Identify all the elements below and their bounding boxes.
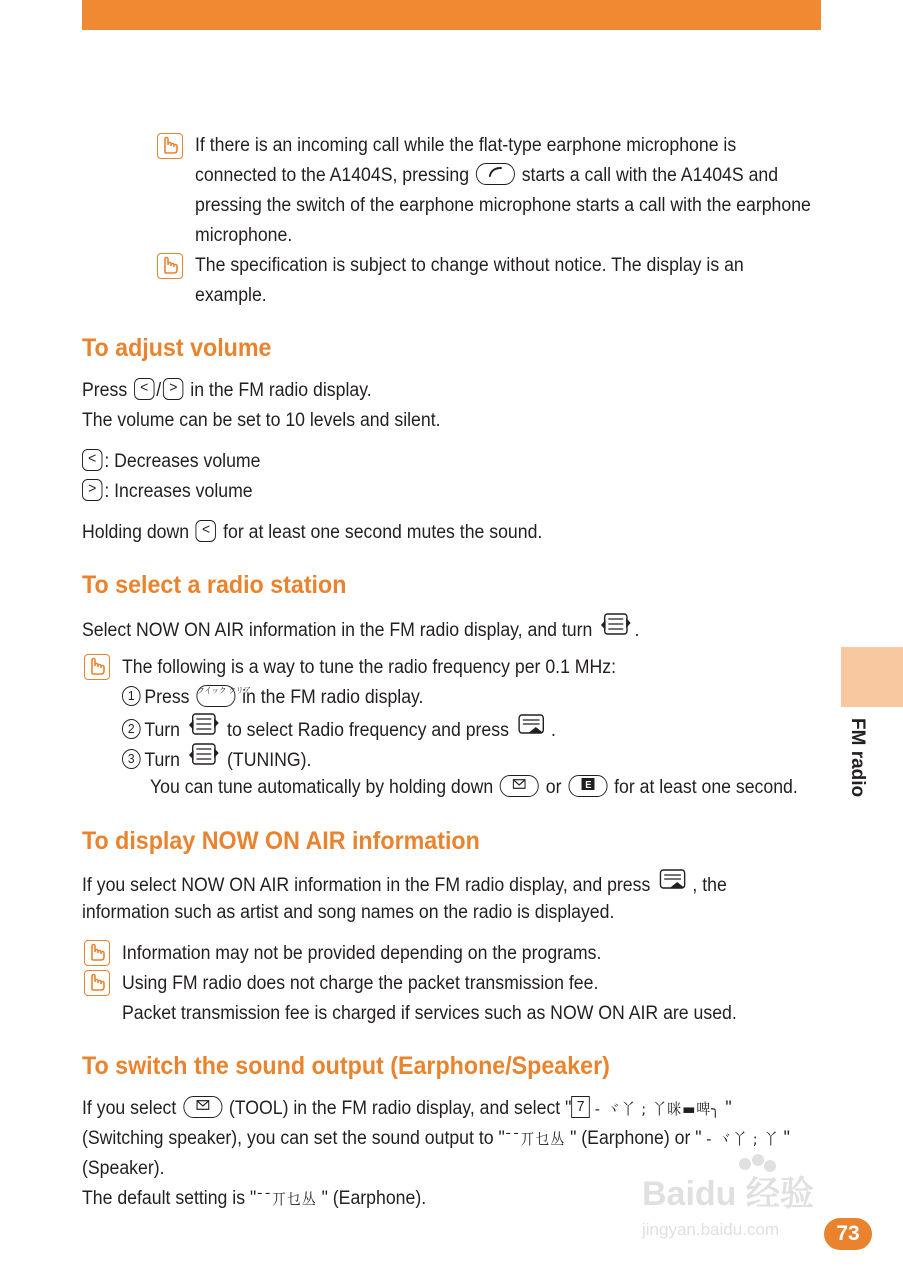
garbled-text: - ヾ丫 ; 丫	[706, 1130, 779, 1148]
text: , the	[692, 875, 727, 897]
text: in the FM radio display.	[190, 380, 372, 401]
jog-press-icon	[516, 711, 549, 747]
note-text: pressing the switch of the earphone microphone starts a call with the earphone	[195, 195, 811, 216]
text: Turn	[144, 720, 181, 742]
section-heading-sound: To switch the sound output (Earphone/Speaker)	[82, 1052, 610, 1080]
text: .	[551, 720, 556, 742]
step-number: 1	[122, 686, 141, 706]
note-text-line	[195, 161, 778, 191]
memo-hand-icon	[84, 940, 110, 966]
text: to select Radio frequency and press	[227, 720, 509, 742]
text: "	[783, 1128, 790, 1149]
mail-key-icon	[500, 775, 539, 797]
section-heading-station: To select a radio station	[82, 571, 347, 599]
note-text: connected to the A1404S, pressing	[195, 165, 470, 186]
jog-dial-icon	[599, 611, 632, 647]
menu-number: 7	[571, 1096, 590, 1118]
page-number: 73	[824, 1218, 872, 1250]
garbled-text: - ヾ丫 ; 丫咪▬啤╮	[594, 1100, 721, 1118]
step-number: 2	[122, 719, 141, 739]
auto-tune-line	[150, 773, 798, 803]
note-text: The specification is subject to change without notice. The display is an	[195, 255, 744, 276]
note-text: If there is an incoming call while the flat-type earphone microphone is	[195, 135, 737, 156]
text: If you select	[82, 1098, 177, 1119]
memo-hand-icon	[84, 970, 110, 996]
text: for at least one second.	[614, 777, 798, 798]
baidu-paw-icon	[640, 1150, 850, 1240]
right-key-icon: >	[163, 378, 183, 400]
text: You can tune automatically by holding down	[150, 777, 494, 798]
text: Select NOW ON AIR information in the FM radio display, and turn	[82, 620, 593, 642]
text: (Switching speaker), you can set the sound output to "	[82, 1128, 505, 1149]
sound-line-3: (Speaker).	[82, 1158, 165, 1179]
note-text: microphone.	[195, 225, 293, 246]
watermark-url: jingyan.baidu.com	[642, 1220, 780, 1239]
key-text: クイック クリア	[197, 685, 251, 695]
baidu-watermark	[640, 1150, 850, 1240]
decrease-line	[82, 447, 260, 477]
text: .	[634, 620, 640, 642]
sound-line-4	[82, 1184, 426, 1214]
volume-levels: The volume can be set to 10 levels and silent.	[82, 410, 441, 431]
text: /	[156, 380, 162, 401]
garbled-text: ¯¯丌乜丛	[504, 1130, 566, 1148]
text: Press	[144, 687, 190, 708]
nowonair-note: Using FM radio does not charge the packet transmission fee.	[122, 973, 599, 994]
garbled-text: ¯¯丌乜丛	[256, 1190, 317, 1208]
nowonair-note: Information may not be provided depending on the programs.	[122, 943, 602, 964]
text: Holding down	[82, 522, 190, 543]
jog-dial-icon	[187, 741, 220, 777]
text: : Increases volume	[104, 481, 253, 502]
section-heading-volume: To adjust volume	[82, 334, 272, 362]
ezweb-key-icon	[568, 775, 607, 797]
nowonair-note: Packet transmission fee is charged if services such as NOW ON AIR are used.	[122, 1003, 737, 1024]
text: Turn	[144, 750, 181, 772]
quick-clear-key-icon	[196, 685, 251, 707]
left-key-icon: <	[82, 449, 102, 471]
memo-hand-icon	[157, 253, 183, 279]
station-note: The following is a way to tune the radio frequency per 0.1 MHz:	[122, 657, 617, 678]
text: " (Earphone).	[321, 1188, 427, 1209]
nowonair-p2: information such as artist and song names on the radio is displayed.	[82, 902, 615, 923]
left-key-icon: <	[196, 520, 216, 542]
step-1	[122, 683, 423, 713]
side-tab-label: FM radio	[847, 718, 868, 798]
text: "	[725, 1098, 732, 1119]
text: The default setting is "	[82, 1188, 257, 1209]
memo-hand-icon	[84, 654, 110, 680]
watermark-brand: Baidu 经验	[642, 1175, 814, 1213]
text: for at least one second mutes the sound.	[223, 522, 543, 543]
text: in the FM radio display.	[242, 687, 424, 708]
call-key-icon	[476, 163, 515, 185]
top-color-bar	[82, 0, 821, 30]
volume-press-line	[82, 376, 372, 406]
text: " (Earphone) or "	[570, 1128, 702, 1149]
svg-text:E: E	[585, 779, 592, 790]
text: If you select NOW ON AIR information in the FM radio display, and press	[82, 875, 651, 897]
note-text: starts a call with the A1404S and	[521, 165, 779, 186]
text: Press	[82, 380, 128, 401]
text: (TOOL) in the FM radio display, and select "	[228, 1098, 572, 1119]
step-number: 3	[122, 749, 141, 769]
text: or	[545, 777, 562, 798]
sound-line-1	[82, 1094, 732, 1124]
right-key-icon: >	[82, 479, 102, 501]
mail-key-icon	[183, 1096, 222, 1118]
side-tab-marker	[841, 647, 903, 707]
text: : Decreases volume	[104, 451, 261, 472]
increase-line	[82, 477, 253, 507]
station-intro	[82, 613, 639, 649]
memo-hand-icon	[157, 133, 183, 159]
mute-line	[82, 518, 542, 548]
note-text: example.	[195, 285, 267, 306]
text: (TUNING).	[227, 750, 312, 772]
section-heading-nowonair: To display NOW ON AIR information	[82, 827, 480, 855]
left-key-icon: <	[134, 378, 154, 400]
jog-press-icon	[657, 866, 690, 902]
